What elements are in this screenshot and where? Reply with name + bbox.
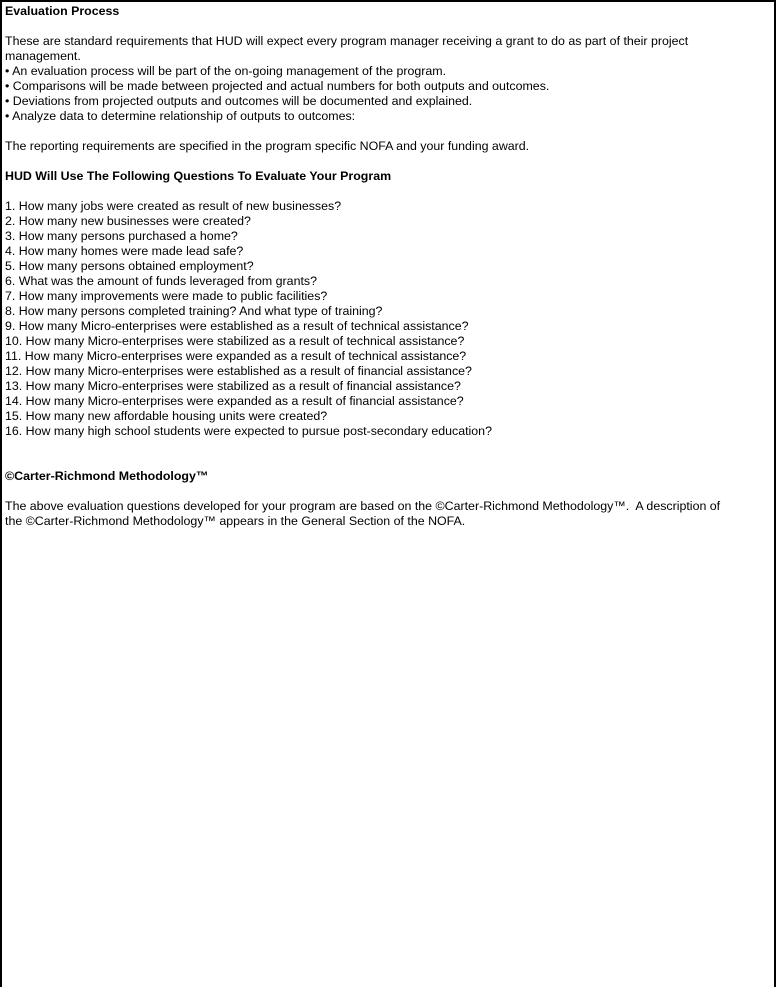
question-item: 3. How many persons purchased a home? bbox=[5, 229, 238, 243]
question-item: 15. How many new affordable housing units were created? bbox=[5, 409, 328, 423]
question-item: 2. How many new businesses were created? bbox=[5, 214, 251, 228]
question-item: 16. How many high school students were expected to pursue post-secondary education? bbox=[5, 424, 492, 438]
paragraph-line: These are standard requirements that HUD will expect every program manager receiving a grant to do as part of their project bbox=[5, 34, 689, 48]
paragraph-line: the ©Carter-Richmond Methodology™ appears in the General Section of the NOFA. bbox=[5, 514, 466, 528]
paragraph-line: management. bbox=[5, 49, 81, 63]
line-spacer bbox=[5, 124, 772, 139]
bullet-item: • An evaluation process will be part of the on-going management of the program. bbox=[5, 64, 447, 78]
question-item: 12. How many Micro-enterprises were established as a result of financial assistance? bbox=[5, 364, 472, 378]
section-heading: ©Carter-Richmond Methodology™ bbox=[5, 469, 209, 483]
line-spacer bbox=[5, 439, 772, 454]
line-spacer bbox=[5, 154, 772, 169]
question-item: 5. How many persons obtained employment? bbox=[5, 259, 254, 273]
line-spacer bbox=[5, 19, 772, 34]
bullet-item: • Analyze data to determine relationship of outputs to outcomes: bbox=[5, 109, 356, 123]
paragraph-line: The above evaluation questions developed for your program are based on the ©Carter-Richmond Methodology™. A description of bbox=[5, 499, 721, 513]
question-item: 8. How many persons completed training? And what type of training? bbox=[5, 304, 383, 318]
line-spacer bbox=[5, 484, 772, 499]
bullet-item: • Deviations from projected outputs and outcomes will be documented and explained. bbox=[5, 94, 473, 108]
question-item: 7. How many improvements were made to public facilities? bbox=[5, 289, 328, 303]
question-item: 10. How many Micro-enterprises were stabilized as a result of technical assistance? bbox=[5, 334, 465, 348]
question-item: 13. How many Micro-enterprises were stabilized as a result of financial assistance? bbox=[5, 379, 461, 393]
question-item: 14. How many Micro-enterprises were expanded as a result of financial assistance? bbox=[5, 394, 464, 408]
question-item: 11. How many Micro-enterprises were expanded as a result of technical assistance? bbox=[5, 349, 467, 363]
paragraph-line: The reporting requirements are specified in the program specific NOFA and your funding award. bbox=[5, 139, 530, 153]
line-spacer bbox=[5, 454, 772, 469]
question-item: 6. What was the amount of funds leveraged from grants? bbox=[5, 274, 317, 288]
bullet-item: • Comparisons will be made between projected and actual numbers for both outputs and outcomes. bbox=[5, 79, 550, 93]
section-heading: Evaluation Process bbox=[5, 4, 120, 18]
document-body bbox=[5, 4, 772, 529]
section-heading: HUD Will Use The Following Questions To Evaluate Your Program bbox=[5, 169, 392, 183]
question-item: 4. How many homes were made lead safe? bbox=[5, 244, 244, 258]
question-item: 9. How many Micro-enterprises were established as a result of technical assistance? bbox=[5, 319, 469, 333]
line-spacer bbox=[5, 184, 772, 199]
question-item: 1. How many jobs were created as result of new businesses? bbox=[5, 199, 342, 213]
